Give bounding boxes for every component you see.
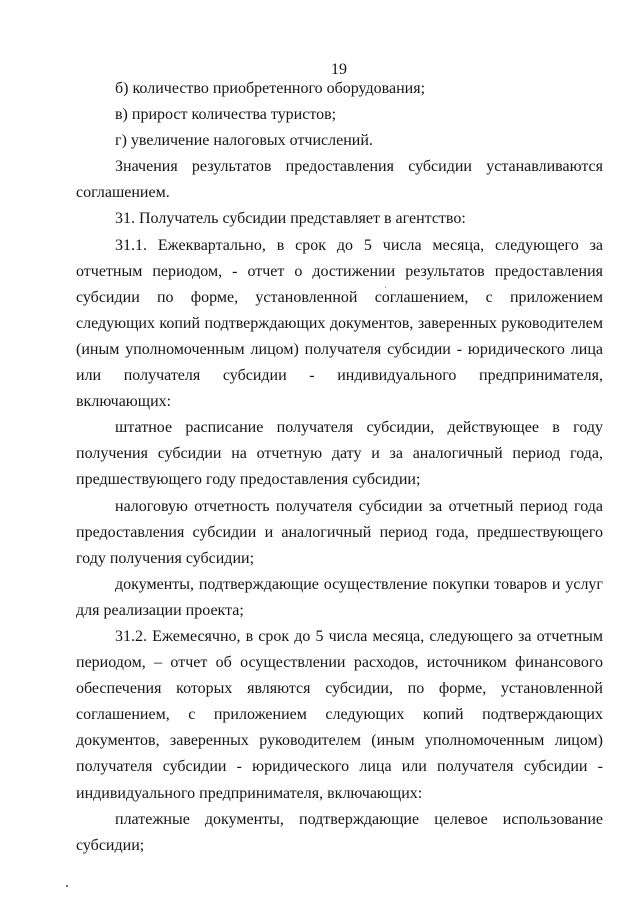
document-body [76, 76, 603, 859]
page-number: 19 [331, 61, 347, 78]
paragraph-item-v: в) прирост количества туристов; [115, 106, 337, 124]
paragraph-item-g: г) увеличение налоговых отчислений. [115, 132, 373, 150]
paragraph-section-31-1: 31.1. Ежеквартально, в срок до 5 числа месяца, следующего за отчетным периодом, - отчет о достижении результатов предоставления субсидии по форме, установленной соглашением, с приложением следующих копий подтверждающих документов, заверенных руководителем (иным уполномоченным лицом) получателя субсидии - юридического лица или получателя субсидии - индивидуального предпринимателя, включающих: [76, 236, 603, 411]
paragraph-payment-documents: платежные документы, подтверждающие целевое использование субсидии; [76, 810, 603, 854]
paragraph-purchase-documents: документы, подтверждающие осуществление покупки товаров и услуг для реализации проекта; [76, 575, 603, 619]
paragraph-section-31-2: 31.2. Ежемесячно, в срок до 5 числа месяца, следующего за отчетным периодом, – отчет об осуществлении расходов, источником финансового обеспечения которых являются субсидии, по форме, установленной соглашением, с приложением следующих копий подтверждающих документов, заверенных руководителем (иным уполномоченным лицом) получателя субсидии - юридического лица или получателя субсидии - индивидуального предпринимателя, включающих: [76, 627, 603, 802]
scan-dot [66, 885, 68, 887]
scan-speck [385, 287, 386, 288]
paragraph-section-31: 31. Получатель субсидии представляет в агентство: [115, 210, 466, 228]
paragraph-item-b: б) количество приобретенного оборудования; [115, 80, 426, 97]
paragraph-tax-reporting: налоговую отчетность получателя субсидии за отчетный период года предоставления субсидии и аналогичный период года, предшествующего году получения субсидии; [76, 497, 603, 567]
paragraph-staff-schedule: штатное расписание получателя субсидии, действующее в году получения субсидии на отчетную дату и за аналогичный период года, предшествующего году предоставления субсидии; [76, 419, 603, 489]
paragraph-results-values: Значения результатов предоставления субсидии устанавливаются соглашением. [76, 158, 603, 202]
